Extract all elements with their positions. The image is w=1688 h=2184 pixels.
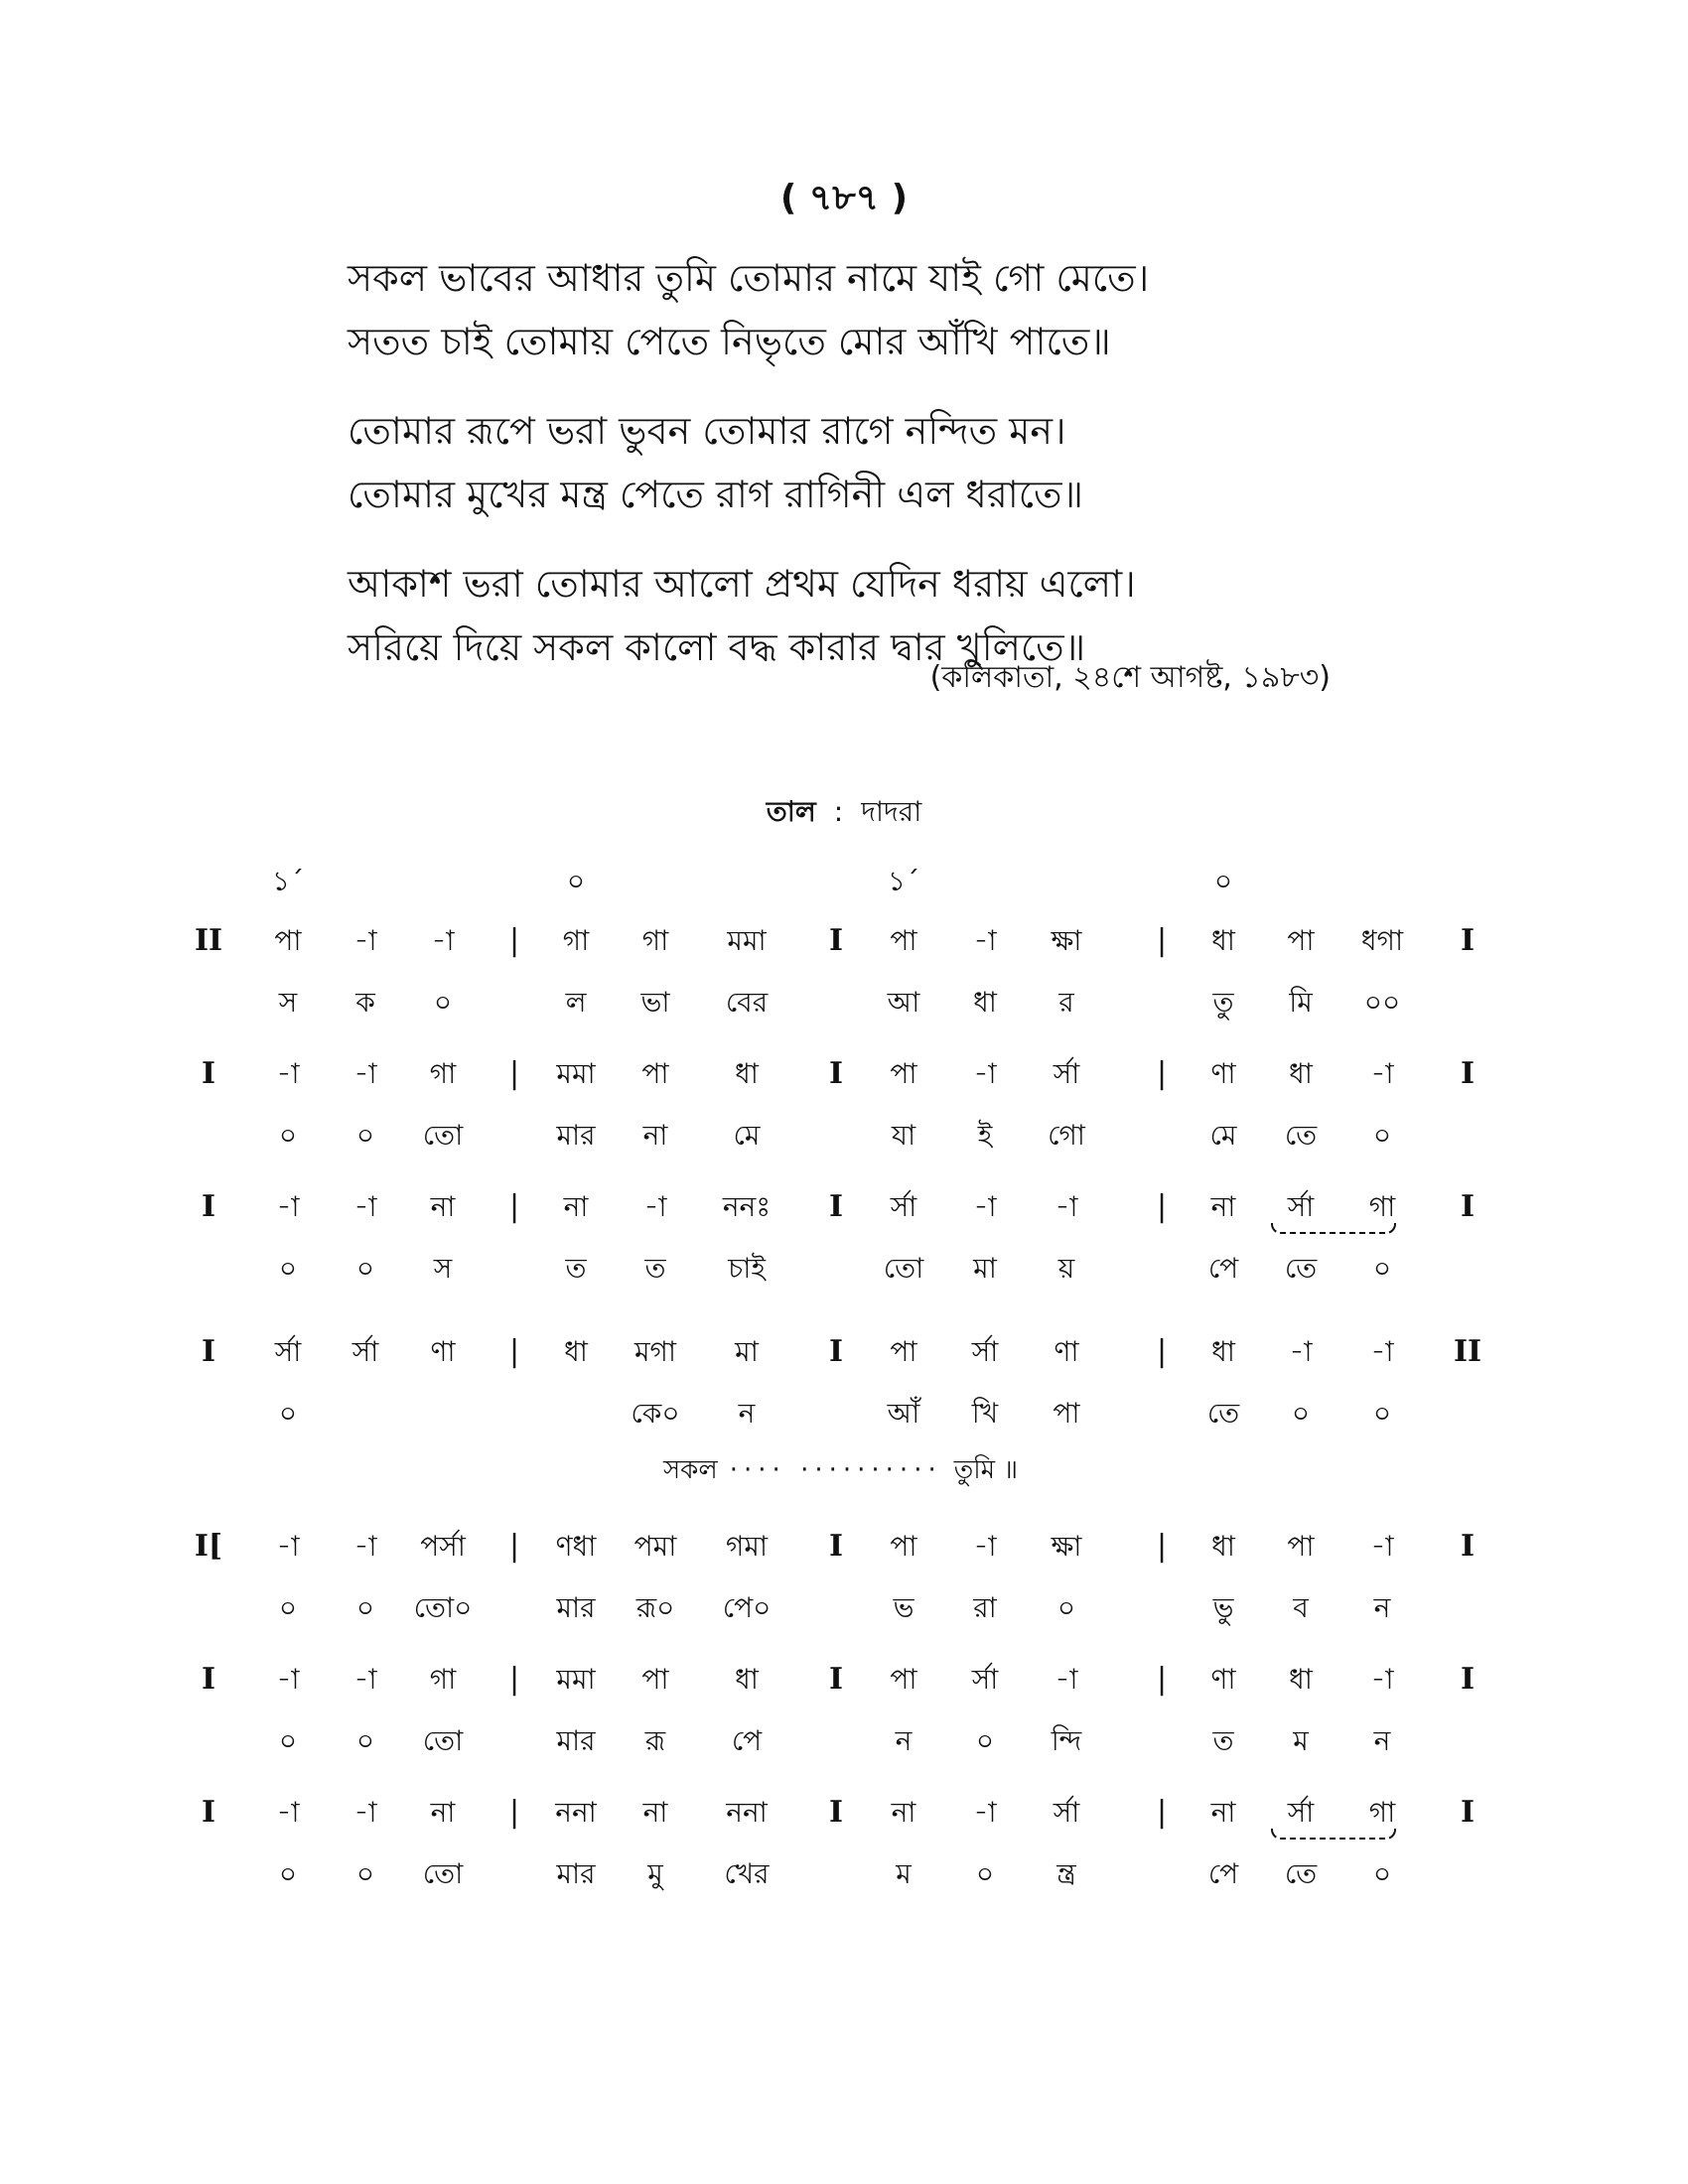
lyric-syllable: তে bbox=[1206, 1397, 1240, 1430]
row-end-bar: I bbox=[1460, 1056, 1476, 1091]
lyric-syllable: তু bbox=[1212, 986, 1234, 1019]
swara-note: ধা bbox=[1211, 1335, 1235, 1368]
row-start-bar: I[ bbox=[194, 1529, 223, 1564]
lyric-syllable: পে bbox=[1207, 1252, 1239, 1285]
lyric-line: সতত চাই তোমায় পেতে নিভৃতে মোর আঁখি পাতে॥ bbox=[348, 320, 1111, 363]
place-date: (কলিকাতা, ২৪শে আগষ্ট, ১৯৮৩) bbox=[929, 660, 1331, 695]
lyric-syllable: ন bbox=[1373, 1724, 1391, 1757]
vibhag-divider: | bbox=[1156, 1189, 1168, 1224]
lyric-syllable: ম bbox=[896, 1857, 912, 1890]
refrain-end: তুমি ॥ bbox=[953, 1455, 1019, 1485]
lyric-line: তোমার মুখের মন্ত্র পেতে রাগ রাগিনী এল ধরাতে॥ bbox=[348, 473, 1084, 516]
lyric-syllable: ০ bbox=[355, 1724, 375, 1757]
lyric-syllable: ০ bbox=[975, 1724, 995, 1757]
tala-name: দাদরা bbox=[861, 795, 922, 828]
lyric-syllable: আঁ bbox=[887, 1397, 920, 1430]
swara-note: পা bbox=[890, 1663, 917, 1696]
swara-note: -া bbox=[643, 1190, 667, 1223]
swara-note: মমা bbox=[556, 1057, 596, 1090]
avartan-bar: I bbox=[828, 1795, 844, 1830]
lyric-syllable: মে bbox=[733, 1119, 761, 1152]
lyric-syllable: মা bbox=[973, 1252, 997, 1285]
lyric-syllable: ০ bbox=[355, 1119, 375, 1152]
vibhag-divider: | bbox=[1156, 1334, 1168, 1369]
swara-note: ণা bbox=[1210, 1663, 1236, 1696]
lyric-syllable: বের bbox=[725, 986, 769, 1019]
row-start-bar: I bbox=[201, 1795, 216, 1830]
swara-note: র্সা bbox=[274, 1335, 302, 1368]
refrain-dots: ···· ·········· bbox=[729, 1455, 942, 1485]
beat-mark: ১´ bbox=[887, 865, 920, 897]
swara-note: -া bbox=[1370, 1057, 1394, 1090]
lyric-syllable: ০ bbox=[355, 1591, 375, 1624]
lyric-syllable: য় bbox=[1057, 1252, 1075, 1285]
swara-note: ক্ষা bbox=[1051, 1530, 1082, 1563]
lyric-syllable: মে bbox=[1209, 1119, 1237, 1152]
swara-note: পা bbox=[1287, 924, 1315, 957]
swara-note: -া bbox=[353, 1530, 377, 1563]
swara-note: -া bbox=[1370, 1335, 1394, 1368]
lyric-syllable: ০ bbox=[278, 1119, 298, 1152]
lyric-syllable: ০০ bbox=[1363, 986, 1401, 1019]
swara-note: না bbox=[642, 1796, 668, 1829]
swara-note: -া bbox=[353, 1796, 377, 1829]
lyric-syllable: ত bbox=[1212, 1724, 1234, 1757]
refrain-instruction bbox=[663, 1449, 1018, 1493]
lyric-syllable: পা bbox=[1053, 1397, 1080, 1430]
swara-note: -া bbox=[973, 924, 997, 957]
swara-note: -া bbox=[973, 1796, 997, 1829]
swara-note: ননা bbox=[726, 1796, 768, 1829]
lyric-syllable: ০ bbox=[433, 986, 453, 1019]
swara-note: র্সা bbox=[971, 1663, 999, 1696]
lyric-syllable: ০ bbox=[278, 1591, 298, 1624]
swara-note: না bbox=[430, 1796, 456, 1829]
swara-note: -া bbox=[973, 1057, 997, 1090]
vibhag-divider: | bbox=[1156, 1529, 1168, 1564]
row-start-bar: I bbox=[201, 1056, 216, 1091]
swara-note: না bbox=[1210, 1190, 1236, 1223]
swara-note: -া bbox=[431, 924, 455, 957]
vibhag-divider: | bbox=[1156, 1056, 1168, 1091]
swara-note: পা bbox=[1287, 1530, 1315, 1563]
row-start-bar: I bbox=[201, 1334, 216, 1369]
swara-note: -া bbox=[353, 1057, 377, 1090]
lyric-syllable: পে bbox=[1207, 1857, 1239, 1890]
swara-note: গা bbox=[429, 1057, 457, 1090]
swara-note: -া bbox=[973, 1190, 997, 1223]
swara-note: ধা bbox=[564, 1335, 588, 1368]
swara-note: -া bbox=[1289, 1335, 1313, 1368]
tala-separator: : bbox=[833, 795, 844, 828]
swara-note: -া bbox=[1055, 1663, 1078, 1696]
vibhag-divider: | bbox=[508, 1056, 520, 1091]
lyric-syllable: ন bbox=[738, 1397, 756, 1430]
swara-note: গা bbox=[1368, 1796, 1396, 1829]
lyric-syllable: ত bbox=[644, 1252, 666, 1285]
lyric-line: সকল ভাবের আধার তুমি তোমার নামে যাই গো মেতে। bbox=[348, 256, 1150, 300]
lyric-syllable: ব bbox=[1293, 1591, 1309, 1624]
lyric-syllable: ল bbox=[565, 986, 587, 1019]
swara-note: পা bbox=[890, 1057, 917, 1090]
tala-label: তাল bbox=[766, 795, 816, 828]
swara-note: গা bbox=[641, 924, 669, 957]
beat-mark: ০ bbox=[566, 865, 586, 897]
beat-mark: ০ bbox=[1213, 865, 1233, 897]
swara-note: ধা bbox=[1289, 1663, 1313, 1696]
lyric-syllable: ০ bbox=[1372, 1119, 1392, 1152]
page-number: ( ৭৮৭ ) bbox=[779, 178, 909, 218]
swara-note: না bbox=[1210, 1796, 1236, 1829]
lyric-syllable: ন্ত্র bbox=[1056, 1857, 1076, 1890]
swara-note: না bbox=[563, 1190, 589, 1223]
lyric-syllable: মার bbox=[556, 1591, 596, 1624]
vibhag-divider: | bbox=[508, 1795, 520, 1830]
avartan-bar: I bbox=[828, 1334, 844, 1369]
swara-note: -া bbox=[1370, 1530, 1394, 1563]
swara-note: -া bbox=[353, 1190, 377, 1223]
swara-note: -া bbox=[276, 1190, 300, 1223]
lyric-syllable: রা bbox=[973, 1591, 997, 1624]
swara-note: গা bbox=[562, 924, 590, 957]
lyric-syllable: খি bbox=[971, 1397, 999, 1430]
row-end-bar: I bbox=[1460, 1189, 1476, 1224]
lyric-syllable: ০ bbox=[355, 1252, 375, 1285]
swara-note: ধগা bbox=[1360, 924, 1404, 957]
lyric-syllable: তো bbox=[883, 1252, 924, 1285]
vibhag-divider: | bbox=[508, 923, 520, 958]
lyric-syllable: রূ bbox=[644, 1724, 666, 1757]
swara-note: র্সা bbox=[1053, 1796, 1080, 1829]
row-end-bar: I bbox=[1460, 1529, 1476, 1564]
lyric-syllable: পে bbox=[731, 1724, 763, 1757]
lyric-syllable: আ bbox=[887, 986, 920, 1019]
lyric-line: তোমার রূপে ভরা ভুবন তোমার রাগে নন্দিত মন। bbox=[348, 409, 1066, 453]
lyric-syllable: ই bbox=[977, 1119, 993, 1152]
swara-note: র্সা bbox=[1053, 1057, 1080, 1090]
swara-note: ণধা bbox=[555, 1530, 597, 1563]
swara-note: -া bbox=[1370, 1663, 1394, 1696]
lyric-syllable: পে০ bbox=[722, 1591, 772, 1624]
swara-note: না bbox=[430, 1190, 456, 1223]
lyric-syllable: রূ০ bbox=[635, 1591, 675, 1624]
lyric-line: সরিয়ে দিয়ে সকল কালো বদ্ধ কারার দ্বার খুলিতে॥ bbox=[348, 625, 1086, 669]
meend-slur-mark bbox=[1271, 1223, 1396, 1234]
avartan-bar: I bbox=[828, 1189, 844, 1224]
swara-note: ননঃ bbox=[722, 1190, 772, 1223]
row-start-bar: I bbox=[201, 1189, 216, 1224]
swara-note: পা bbox=[890, 1530, 917, 1563]
vibhag-divider: | bbox=[508, 1334, 520, 1369]
swara-note: ণা bbox=[1210, 1057, 1236, 1090]
swara-note: র্সা bbox=[352, 1335, 379, 1368]
swara-note: র্সা bbox=[971, 1335, 999, 1368]
swara-note: ননা bbox=[555, 1796, 597, 1829]
swara-note: পা bbox=[890, 924, 917, 957]
avartan-bar: I bbox=[828, 1529, 844, 1564]
swara-note: র্সা bbox=[890, 1190, 917, 1223]
lyric-syllable: ভা bbox=[640, 986, 670, 1019]
lyric-syllable: স bbox=[278, 986, 298, 1019]
swara-note: -া bbox=[353, 1663, 377, 1696]
lyric-syllable: ন্দি bbox=[1051, 1724, 1082, 1757]
lyric-syllable: মার bbox=[556, 1724, 596, 1757]
swara-note: ণা bbox=[430, 1335, 456, 1368]
swara-note: না bbox=[891, 1796, 916, 1829]
swara-note: -া bbox=[276, 1530, 300, 1563]
swara-note: মমা bbox=[727, 924, 767, 957]
row-start-bar: I bbox=[201, 1662, 216, 1697]
swara-note: ধা bbox=[735, 1663, 759, 1696]
lyric-syllable: মার bbox=[556, 1857, 596, 1890]
lyric-syllable: ম bbox=[1293, 1724, 1309, 1757]
refrain-start: সকল bbox=[663, 1455, 718, 1485]
lyric-syllable: যা bbox=[891, 1119, 916, 1152]
swara-note: গা bbox=[429, 1663, 457, 1696]
row-end-bar: I bbox=[1460, 1795, 1476, 1830]
lyric-syllable: তে bbox=[1284, 1119, 1318, 1152]
lyric-syllable: র bbox=[1058, 986, 1074, 1019]
meend-slur-mark bbox=[1271, 1829, 1396, 1840]
lyric-syllable: ন bbox=[895, 1724, 913, 1757]
lyric-syllable: ০ bbox=[355, 1857, 375, 1890]
swara-note: -া bbox=[276, 1796, 300, 1829]
row-start-bar: II bbox=[194, 923, 223, 958]
lyric-syllable: ০ bbox=[1372, 1252, 1392, 1285]
lyric-syllable: ধা bbox=[973, 986, 997, 1019]
lyric-syllable: তে bbox=[1284, 1857, 1318, 1890]
lyric-syllable: তো০ bbox=[413, 1591, 473, 1624]
swara-note: মমা bbox=[556, 1663, 596, 1696]
lyric-syllable: তো bbox=[422, 1724, 464, 1757]
swara-note: ক্ষা bbox=[1051, 924, 1082, 957]
lyric-syllable: ০ bbox=[278, 1724, 298, 1757]
lyric-syllable: ০ bbox=[1291, 1397, 1311, 1430]
lyric-syllable: মার bbox=[556, 1119, 596, 1152]
lyric-syllable: মি bbox=[1289, 986, 1313, 1019]
vibhag-divider: | bbox=[1156, 923, 1168, 958]
swara-note: ধা bbox=[1289, 1057, 1313, 1090]
swara-note: -া bbox=[353, 924, 377, 957]
swara-note: ধা bbox=[1211, 924, 1235, 957]
lyric-syllable: খের bbox=[724, 1857, 770, 1890]
lyric-syllable: ০ bbox=[1056, 1591, 1076, 1624]
swara-note: গা bbox=[1368, 1190, 1396, 1223]
swara-note: পা bbox=[274, 924, 302, 957]
avartan-bar: I bbox=[828, 1056, 844, 1091]
swara-note: মগা bbox=[633, 1335, 677, 1368]
lyric-syllable: তে bbox=[1284, 1252, 1318, 1285]
swara-note: -া bbox=[1055, 1190, 1078, 1223]
swara-note: ধা bbox=[735, 1057, 759, 1090]
lyric-syllable: ভ bbox=[893, 1591, 914, 1624]
lyric-syllable: চাই bbox=[728, 1252, 766, 1285]
lyric-syllable: ০ bbox=[1372, 1397, 1392, 1430]
lyric-syllable: ০ bbox=[1372, 1857, 1392, 1890]
vibhag-divider: | bbox=[508, 1529, 520, 1564]
swara-note: র্সা bbox=[1287, 1796, 1315, 1829]
swara-note: পা bbox=[641, 1663, 669, 1696]
swara-note: -া bbox=[973, 1530, 997, 1563]
swara-note: -া bbox=[276, 1663, 300, 1696]
lyric-syllable: কে০ bbox=[631, 1397, 680, 1430]
lyric-syllable: ০ bbox=[278, 1857, 298, 1890]
avartan-bar: I bbox=[828, 1662, 844, 1697]
lyric-syllable: ০ bbox=[278, 1397, 298, 1430]
swara-note: পা bbox=[641, 1057, 669, 1090]
vibhag-divider: | bbox=[508, 1189, 520, 1224]
swara-note: র্সা bbox=[1287, 1190, 1315, 1223]
beat-mark: ১´ bbox=[271, 865, 305, 897]
lyric-syllable: না bbox=[642, 1119, 668, 1152]
row-end-bar: II bbox=[1453, 1334, 1482, 1369]
vibhag-divider: | bbox=[1156, 1662, 1168, 1697]
avartan-bar: I bbox=[828, 923, 844, 958]
swara-note: ধা bbox=[1211, 1530, 1235, 1563]
row-end-bar: I bbox=[1460, 1662, 1476, 1697]
lyric-syllable: ভু bbox=[1212, 1591, 1234, 1624]
lyric-syllable: তো bbox=[422, 1119, 464, 1152]
row-end-bar: I bbox=[1460, 923, 1476, 958]
swara-note: পা bbox=[890, 1335, 917, 1368]
swara-note: মা bbox=[735, 1335, 759, 1368]
lyric-syllable: ০ bbox=[975, 1857, 995, 1890]
swara-note: পমা bbox=[633, 1530, 677, 1563]
swara-note: গমা bbox=[725, 1530, 769, 1563]
vibhag-divider: | bbox=[1156, 1795, 1168, 1830]
lyric-syllable: ০ bbox=[278, 1252, 298, 1285]
lyric-syllable: ক bbox=[355, 986, 375, 1019]
vibhag-divider: | bbox=[508, 1662, 520, 1697]
lyric-syllable: ত bbox=[565, 1252, 587, 1285]
swara-note: পর্সা bbox=[420, 1530, 466, 1563]
lyric-syllable: স bbox=[433, 1252, 453, 1285]
lyric-syllable: গো bbox=[1048, 1119, 1085, 1152]
swara-note: -া bbox=[276, 1057, 300, 1090]
swara-note: ণা bbox=[1054, 1335, 1079, 1368]
lyric-syllable: তো bbox=[422, 1857, 464, 1890]
lyric-line: আকাশ ভরা তোমার আলো প্রথম যেদিন ধরায় এলো। bbox=[348, 562, 1136, 606]
lyric-syllable: মু bbox=[647, 1857, 663, 1890]
lyric-syllable: ন bbox=[1373, 1591, 1391, 1624]
